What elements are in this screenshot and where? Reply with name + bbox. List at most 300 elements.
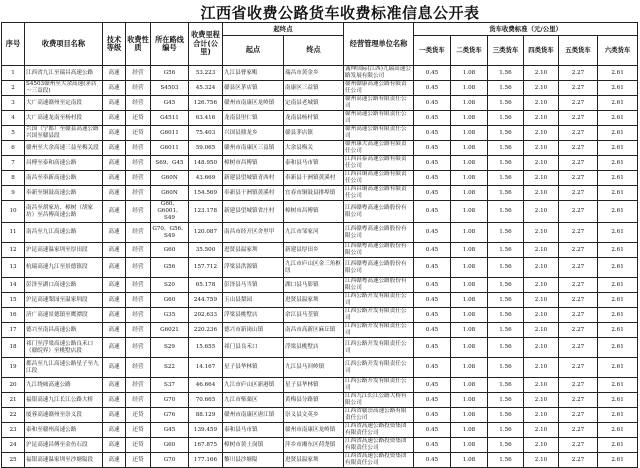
cell-rate-class-6: 2.61: [598, 258, 638, 278]
cell-rate-class-3: 1.56: [488, 96, 524, 111]
cell-seq: 12: [2, 243, 25, 258]
cell-rate-class-2: 1.08: [451, 96, 488, 111]
cell-start: 赣州市南康区唐江镇: [223, 408, 284, 423]
cell-mileage: 157.712: [189, 258, 223, 278]
cell-rate-class-3: 1.56: [488, 378, 524, 393]
cell-operator: 赣州高速公路有限责任公司: [344, 111, 414, 126]
cell-grade: 高速: [103, 201, 126, 223]
cell-rate-class-6: 2.61: [598, 408, 638, 423]
cell-rate-class-1: 0.45: [414, 126, 451, 141]
cell-name: 南昌至九江高速公路: [25, 223, 103, 243]
cell-rate-class-5: 2.27: [559, 243, 598, 258]
cell-rate-class-4: 2.10: [524, 338, 559, 358]
cell-grade: 高速: [103, 308, 126, 323]
cell-start: 九江县曹家畈: [223, 66, 284, 81]
cell-route: G60: [151, 438, 189, 453]
table-row: [2, 308, 638, 323]
table-row: [2, 258, 638, 278]
cell-rate-class-2: 1.08: [451, 66, 488, 81]
cell-start: 黎川县沙塘隘: [223, 453, 284, 468]
cell-rate-class-5: 2.27: [559, 111, 598, 126]
cell-start: 泰和县马市镇: [223, 423, 284, 438]
cell-name: 沪昆高速梨园至温家圳段: [25, 293, 103, 308]
cell-mileage: 70.665: [189, 393, 223, 408]
cell-operator: 江西省高速公路投资集团有限责任公司: [344, 453, 414, 468]
cell-rate-class-4: 2.10: [524, 408, 559, 423]
cell-seq: 5: [2, 126, 25, 141]
cell-operator: 赣州赣康高速公路有限责任公司: [344, 81, 414, 96]
table-row: [2, 66, 638, 81]
cell-rate-class-1: 0.45: [414, 258, 451, 278]
cell-rate-class-1: 0.45: [414, 141, 451, 156]
cell-nature: 经营: [126, 66, 151, 81]
cell-end: 龙南县杨村镇: [284, 111, 344, 126]
cell-rate-class-6: 2.61: [598, 323, 638, 338]
cell-rate-class-6: 2.61: [598, 141, 638, 156]
table-row: [2, 393, 638, 408]
cell-operator: 江西赣粤高速公路股份有限公司: [344, 201, 414, 223]
cell-seq: 25: [2, 453, 25, 468]
cell-route: G70、G56、S49: [151, 223, 189, 243]
cell-seq: 10: [2, 201, 25, 223]
cell-rate-class-3: 1.56: [488, 156, 524, 171]
cell-rate-class-2: 1.08: [451, 308, 488, 323]
cell-rate-class-4: 2.10: [524, 96, 559, 111]
cell-grade: 高速: [103, 186, 126, 201]
cell-nature: 经营: [126, 243, 151, 258]
cell-mileage: 244.759: [189, 293, 223, 308]
cell-rate-class-5: 2.27: [559, 81, 598, 96]
cell-end: 宜春市铜鼓县排埠镇: [284, 186, 344, 201]
cell-rate-class-3: 1.56: [488, 223, 524, 243]
cell-grade: 高速: [103, 338, 126, 358]
cell-mileage: 53.223: [189, 66, 223, 81]
cell-seq: 11: [2, 223, 25, 243]
cell-nature: 经营: [126, 308, 151, 323]
cell-mileage: 88.129: [189, 408, 223, 423]
cell-rate-class-4: 2.10: [524, 141, 559, 156]
cell-rate-class-4: 2.10: [524, 308, 559, 323]
cell-rate-class-4: 2.10: [524, 438, 559, 453]
table-row: [2, 338, 638, 358]
cell-route: G60、G6001、S49: [151, 201, 189, 223]
cell-name: 沪昆高速昌傅至金鱼石段: [25, 438, 103, 453]
cell-rate-class-1: 0.45: [414, 408, 451, 423]
cell-rate-class-3: 1.56: [488, 126, 524, 141]
cell-rate-class-4: 2.10: [524, 278, 559, 293]
cell-rate-class-2: 1.08: [451, 186, 488, 201]
cell-end: 奉新县干洲镇黄溪村: [284, 171, 344, 186]
cell-seq: 7: [2, 156, 25, 171]
cell-route: S37: [151, 378, 189, 393]
cell-rate-class-5: 2.27: [559, 378, 598, 393]
cell-rate-class-3: 1.56: [488, 201, 524, 223]
cell-end: 九江市庐山区金三角枢纽: [284, 258, 344, 278]
cell-rate-class-3: 1.56: [488, 323, 524, 338]
cell-name: 彭泽至湖口高速公路: [25, 278, 103, 293]
cell-rate-class-3: 1.56: [488, 408, 524, 423]
cell-mileage: 75.403: [189, 126, 223, 141]
cell-rate-class-1: 0.45: [414, 156, 451, 171]
cell-operator: 诚坤国际(江西)九瑞高速公路发展有限公司: [344, 66, 414, 81]
cell-rate-class-2: 1.08: [451, 81, 488, 96]
table-row: [2, 378, 638, 393]
cell-operator: 江西昌铜高速公路有限责任公司: [344, 186, 414, 201]
cell-rate-class-6: 2.61: [598, 293, 638, 308]
cell-rate-class-3: 1.56: [488, 453, 524, 468]
cell-rate-class-5: 2.27: [559, 358, 598, 378]
cell-seq: 18: [2, 338, 25, 358]
cell-rate-class-4: 2.10: [524, 186, 559, 201]
cell-seq: 24: [2, 438, 25, 453]
cell-seq: 15: [2, 293, 25, 308]
table-row: [2, 453, 638, 468]
cell-start: 兴国县鼎龙乡: [223, 126, 284, 141]
cell-name: 九江绕城高速公路: [25, 378, 103, 393]
cell-grade: 高速: [103, 453, 126, 468]
cell-rate-class-6: 2.61: [598, 438, 638, 453]
cell-start: 樟树市黄土岗镇: [223, 438, 284, 453]
cell-operator: 江西公路开发有限责任公司: [344, 338, 414, 358]
cell-rate-class-1: 0.45: [414, 293, 451, 308]
cell-rate-class-3: 1.56: [488, 243, 524, 258]
cell-rate-class-5: 2.27: [559, 156, 598, 171]
table-row: [2, 156, 638, 171]
cell-name: 厦蓉高速赣州至崇义段: [25, 408, 103, 423]
cell-rate-class-5: 2.27: [559, 323, 598, 338]
cell-name: 杭瑞高速九江至景德镇段: [25, 258, 103, 278]
cell-seq: 16: [2, 308, 25, 323]
cell-nature: 经营: [126, 378, 151, 393]
cell-grade: 高速: [103, 223, 126, 243]
cell-rate-class-2: 1.08: [451, 258, 488, 278]
cell-seq: 13: [2, 258, 25, 278]
cell-seq: 21: [2, 393, 25, 408]
cell-start: 南昌市经开区舍里甲: [223, 223, 284, 243]
cell-start: 赣县区茅店镇: [223, 81, 284, 96]
cell-rate-class-6: 2.61: [598, 66, 638, 81]
cell-rate-class-1: 0.45: [414, 278, 451, 293]
cell-rate-class-6: 2.61: [598, 308, 638, 323]
cell-seq: 1: [2, 66, 25, 81]
cell-nature: 经营: [126, 323, 151, 338]
cell-rate-class-1: 0.45: [414, 201, 451, 223]
cell-operator: 赣州康大高速公路有限责任公司: [344, 141, 414, 156]
cell-end: 进贤县温家圳: [284, 293, 344, 308]
cell-start: 玉山县梨园: [223, 293, 284, 308]
cell-grade: 高速: [103, 126, 126, 141]
cell-rate-class-1: 0.45: [414, 338, 451, 358]
cell-route: G70: [151, 393, 189, 408]
table-row: [2, 96, 638, 111]
cell-nature: 经营: [126, 141, 151, 156]
cell-nature: 还贷: [126, 453, 151, 468]
cell-route: G60: [151, 243, 189, 258]
cell-nature: 还贷: [126, 438, 151, 453]
cell-start: 樟树市昌傅镇: [223, 156, 284, 171]
cell-route: S4503: [151, 81, 189, 96]
cell-rate-class-1: 0.45: [414, 378, 451, 393]
cell-start: 祁门县良禾口: [223, 338, 284, 358]
cell-route: G6021: [151, 323, 189, 338]
header-name: 收费项目名称: [25, 23, 103, 66]
cell-mileage: 15.655: [189, 338, 223, 358]
cell-grade: 高速: [103, 66, 126, 81]
header-class-2: 二类货车: [451, 36, 488, 66]
cell-route: G6011: [151, 141, 189, 156]
cell-start: 彭泽县马当镇: [223, 278, 284, 293]
table-row: [2, 323, 638, 338]
cell-grade: 高速: [103, 378, 126, 393]
cell-grade: 高速: [103, 438, 126, 453]
cell-grade: 高速: [103, 393, 126, 408]
cell-route: S22: [151, 358, 189, 378]
cell-rate-class-3: 1.56: [488, 81, 524, 96]
cell-seq: 23: [2, 423, 25, 438]
cell-rate-class-1: 0.45: [414, 323, 451, 338]
cell-rate-class-4: 2.10: [524, 293, 559, 308]
cell-rate-class-6: 2.61: [598, 126, 638, 141]
cell-name: 都昌至九江高速公路星子至九江段: [25, 358, 103, 378]
cell-route: G45: [151, 423, 189, 438]
cell-nature: 经营: [126, 358, 151, 378]
cell-operator: 江西省高速公路投资集团有限责任公司: [344, 438, 414, 453]
cell-seq: 19: [2, 358, 25, 378]
cell-mileage: 148.950: [189, 156, 223, 171]
cell-seq: 3: [2, 96, 25, 111]
cell-rate-class-1: 0.45: [414, 453, 451, 468]
cell-rate-class-6: 2.61: [598, 171, 638, 186]
cell-rate-class-2: 1.08: [451, 438, 488, 453]
cell-route: G60N: [151, 186, 189, 201]
cell-nature: 经营: [126, 338, 151, 358]
table-row: [2, 278, 638, 293]
header-rate-group: 货车收费标准（元/公里）: [414, 23, 638, 36]
table-row: [2, 141, 638, 156]
cell-nature: 还贷: [126, 423, 151, 438]
table-row: [2, 293, 638, 308]
cell-rate-class-5: 2.27: [559, 293, 598, 308]
cell-nature: 经营: [126, 201, 151, 223]
cell-rate-class-1: 0.45: [414, 66, 451, 81]
cell-end: 九江市邹家河: [284, 223, 344, 243]
cell-seq: 17: [2, 323, 25, 338]
cell-nature: 经营: [126, 393, 151, 408]
cell-rate-class-4: 2.10: [524, 243, 559, 258]
cell-rate-class-2: 1.08: [451, 243, 488, 258]
cell-grade: 高速: [103, 278, 126, 293]
cell-nature: 经营: [126, 223, 151, 243]
header-class-6: 六类货车: [598, 36, 638, 66]
cell-nature: 经营: [126, 96, 151, 111]
cell-name: 大广高速赣州至定南段: [25, 96, 103, 111]
cell-mileage: 220.236: [189, 323, 223, 338]
cell-start: 德兴市新岗山镇: [223, 323, 284, 338]
cell-rate-class-3: 1.56: [488, 423, 524, 438]
cell-grade: 高速: [103, 156, 126, 171]
cell-start: 赣州市南康区三益镇: [223, 141, 284, 156]
cell-grade: 高速: [103, 171, 126, 186]
cell-rate-class-6: 2.61: [598, 111, 638, 126]
cell-rate-class-1: 0.45: [414, 81, 451, 96]
cell-rate-class-4: 2.10: [524, 126, 559, 141]
cell-operator: 江西九江长江公路大桥有限公司: [344, 393, 414, 408]
cell-end: 赣州市南康区龙岭镇: [284, 423, 344, 438]
cell-rate-class-5: 2.27: [559, 258, 598, 278]
cell-rate-class-2: 1.08: [451, 393, 488, 408]
cell-operator: 江西昌泰高速公路有限责任公司: [344, 156, 414, 171]
cell-grade: 高速: [103, 358, 126, 378]
cell-start: 浮梁县洪源镇: [223, 258, 284, 278]
cell-grade: 高速: [103, 111, 126, 126]
cell-grade: 高速: [103, 243, 126, 258]
cell-rate-class-3: 1.56: [488, 141, 524, 156]
cell-operator: 江西公路开发有限责任公司: [344, 358, 414, 378]
cell-rate-class-5: 2.27: [559, 186, 598, 201]
cell-rate-class-2: 1.08: [451, 278, 488, 293]
cell-end: 萍乡市湘东区荷尧镇: [284, 438, 344, 453]
table-row: [2, 126, 638, 141]
header-seq: 序号: [2, 23, 25, 66]
cell-nature: 经营: [126, 156, 151, 171]
cell-rate-class-6: 2.61: [598, 156, 638, 171]
cell-operator: 江西赣粤高速公路股份有限公司: [344, 278, 414, 293]
cell-rate-class-6: 2.61: [598, 81, 638, 96]
cell-route: G60: [151, 293, 189, 308]
cell-rate-class-5: 2.27: [559, 453, 598, 468]
cell-mileage: 63.416: [189, 111, 223, 126]
cell-seq: 22: [2, 408, 25, 423]
cell-name: 沪昆高速温家圳至厚田段: [25, 243, 103, 258]
cell-rate-class-1: 0.45: [414, 223, 451, 243]
cell-rate-class-4: 2.10: [524, 81, 559, 96]
cell-grade: 高速: [103, 96, 126, 111]
cell-rate-class-4: 2.10: [524, 323, 559, 338]
cell-seq: 6: [2, 141, 25, 156]
header-endpoints: 起终点: [223, 23, 344, 36]
cell-rate-class-3: 1.56: [488, 393, 524, 408]
cell-rate-class-4: 2.10: [524, 223, 559, 243]
cell-mileage: 123.178: [189, 201, 223, 223]
cell-end: 进贤县温家圳: [284, 453, 344, 468]
cell-name: 济广高速景德镇至鹰潭段: [25, 308, 103, 323]
cell-rate-class-3: 1.56: [488, 438, 524, 453]
cell-rate-class-1: 0.45: [414, 111, 451, 126]
cell-start: 九江市柴桑区: [223, 393, 284, 408]
cell-rate-class-3: 1.56: [488, 278, 524, 293]
cell-rate-class-4: 2.10: [524, 258, 559, 278]
cell-nature: 经营: [126, 81, 151, 96]
header-class-1: 一类货车: [414, 36, 451, 66]
cell-rate-class-5: 2.27: [559, 408, 598, 423]
cell-rate-class-2: 1.08: [451, 201, 488, 223]
cell-grade: 高速: [103, 323, 126, 338]
cell-mileage: 126.756: [189, 96, 223, 111]
cell-mileage: 45.324: [189, 81, 223, 96]
table-row: [2, 111, 638, 126]
header-start: 起点: [223, 36, 284, 66]
cell-rate-class-3: 1.56: [488, 358, 524, 378]
cell-rate-class-3: 1.56: [488, 66, 524, 81]
cell-rate-class-6: 2.61: [598, 393, 638, 408]
cell-rate-class-6: 2.61: [598, 453, 638, 468]
cell-route: S20: [151, 278, 189, 293]
cell-name: 德兴至南昌高速公路: [25, 323, 103, 338]
cell-end: 湖口县马影镇: [284, 278, 344, 293]
cell-end: 樟树市昌傅镇: [284, 201, 344, 223]
cell-rate-class-5: 2.27: [559, 438, 598, 453]
cell-operator: 江西公路开发有限责任公司: [344, 308, 414, 323]
cell-mileage: 59.065: [189, 141, 223, 156]
cell-rate-class-6: 2.61: [598, 423, 638, 438]
cell-rate-class-5: 2.27: [559, 141, 598, 156]
cell-rate-class-4: 2.10: [524, 423, 559, 438]
cell-nature: 还贷: [126, 408, 151, 423]
cell-operator: 赣州高速公路有限责任公司: [344, 96, 414, 111]
header-class-5: 五类货车: [559, 36, 598, 66]
cell-seq: 20: [2, 378, 25, 393]
cell-seq: 9: [2, 186, 25, 201]
cell-rate-class-3: 1.56: [488, 171, 524, 186]
cell-mileage: 14.167: [189, 358, 223, 378]
cell-rate-class-5: 2.27: [559, 278, 598, 293]
cell-nature: 还贷: [126, 126, 151, 141]
cell-rate-class-5: 2.27: [559, 126, 598, 141]
cell-rate-class-2: 1.08: [451, 126, 488, 141]
cell-seq: 2: [2, 81, 25, 96]
cell-end: 九江县马回岭镇: [284, 358, 344, 378]
cell-rate-class-6: 2.61: [598, 96, 638, 111]
cell-nature: 经营: [126, 278, 151, 293]
table-row: [2, 186, 638, 201]
cell-rate-class-4: 2.10: [524, 358, 559, 378]
cell-end: 南康区三益镇: [284, 81, 344, 96]
cell-operator: 江西公路开发有限责任公司: [344, 293, 414, 308]
cell-operator: 江西省高速公路投资集团有限责任公司: [344, 423, 414, 438]
cell-rate-class-6: 2.61: [598, 358, 638, 378]
cell-end: 定南县老城镇: [284, 96, 344, 111]
cell-route: G35: [151, 308, 189, 323]
cell-rate-class-3: 1.56: [488, 186, 524, 201]
table-row: [2, 81, 638, 96]
cell-rate-class-2: 1.08: [451, 141, 488, 156]
cell-mileage: 177.166: [189, 453, 223, 468]
cell-operator: 江西赣粤高速公路股份有限公司: [344, 223, 414, 243]
cell-rate-class-1: 0.45: [414, 393, 451, 408]
cell-mileage: 139.459: [189, 423, 223, 438]
cell-seq: 4: [2, 111, 25, 126]
cell-operator: 江西赣粤高速公路股份有限公司: [344, 243, 414, 258]
cell-rate-class-5: 2.27: [559, 223, 598, 243]
cell-name: 祁门至浮梁高速公路良禾口（赣皖界）至桃墅店段: [25, 338, 103, 358]
cell-rate-class-4: 2.10: [524, 201, 559, 223]
cell-rate-class-6: 2.61: [598, 378, 638, 393]
cell-seq: 14: [2, 278, 25, 293]
cell-end: 余江县马荃镇: [284, 308, 344, 323]
cell-rate-class-2: 1.08: [451, 223, 488, 243]
cell-route: G45: [151, 96, 189, 111]
cell-name: 昌傅至泰和高速公路: [25, 156, 103, 171]
page-title: 江西省收费公路货车收费标准信息公开表: [200, 4, 480, 22]
cell-nature: 还贷: [126, 111, 151, 126]
cell-start: 奉新县干洲镇黄溪村: [223, 186, 284, 201]
cell-rate-class-5: 2.27: [559, 338, 598, 358]
cell-name: 福银高速九江长江公路大桥: [25, 393, 103, 408]
cell-rate-class-5: 2.27: [559, 96, 598, 111]
cell-end: 浮梁县桃墅店: [284, 338, 344, 358]
table-row: [2, 438, 638, 453]
cell-rate-class-6: 2.61: [598, 278, 638, 293]
